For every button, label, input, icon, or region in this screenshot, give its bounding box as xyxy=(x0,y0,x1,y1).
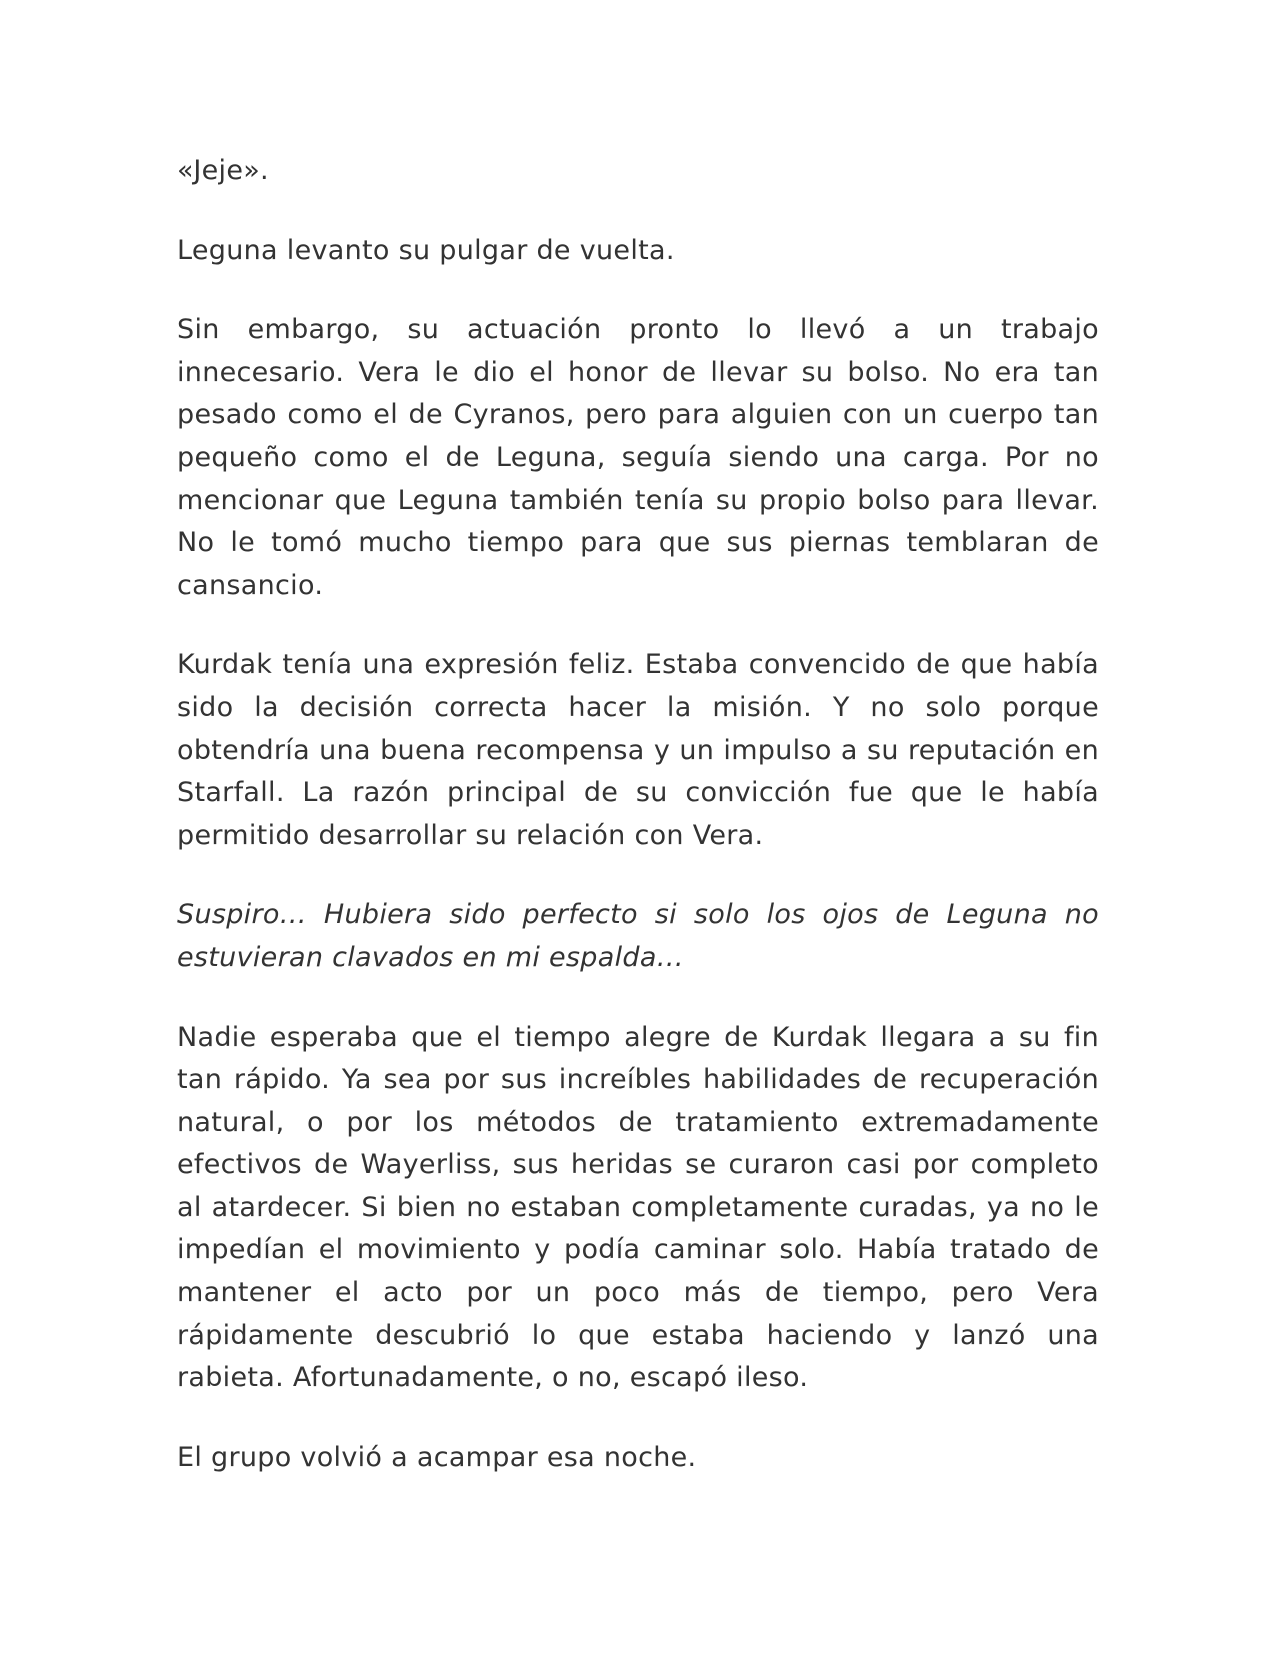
paragraph-7: El grupo volvió a acampar esa noche. xyxy=(177,1441,697,1473)
document-page xyxy=(177,150,1099,1516)
paragraph-1: «Jeje». xyxy=(177,155,269,186)
paragraph-2: Leguna levanto su pulgar de vuelta. xyxy=(177,234,675,266)
paragraph-3: Sin embargo, su actuación pronto lo llevó a un trabajo innecesario. Vera le dio el honor de llevar su bolso. No era tan pesado como el de Cyranos, pero para alguien con un cuerpo tan pequeño como el de Leguna, seguía siendo una carga. Por no mencionar que Leguna también tenía su propio bolso para llevar. No le tomó mucho tiempo para que sus piernas temblaran de cansancio. xyxy=(177,314,1099,601)
paragraph-4: Kurdak tenía una expresión feliz. Estaba convencido de que había sido la decisión correcta hacer la misión. Y no solo porque obtendría una buena recompensa y un impulso a su reputación en Starfall. La razón principal de su convicción fue que le había permitido desarrollar su relación con Vera. xyxy=(177,649,1099,851)
paragraph-6: Nadie esperaba que el tiempo alegre de Kurdak llegara a su fin tan rápido. Ya sea por sus increíbles habilidades de recuperación natural, o por los métodos de tratamiento extremadamente efectivos de Wayerliss, sus heridas se curaron casi por completo al atardecer. Si bien no estaban completamente curadas, ya no le impedían el movimiento y podía caminar solo. Había tratado de mantener el acto por un poco más de tiempo, pero Vera rápidamente descubrió lo que estaba haciendo y lanzó una rabieta. Afortunadamente, o no, escapó ileso. xyxy=(177,1021,1099,1394)
paragraph-5-thought: Suspiro… Hubiera sido perfecto si solo los ojos de Leguna no estuvieran clavados en mi espalda… xyxy=(177,899,1099,973)
